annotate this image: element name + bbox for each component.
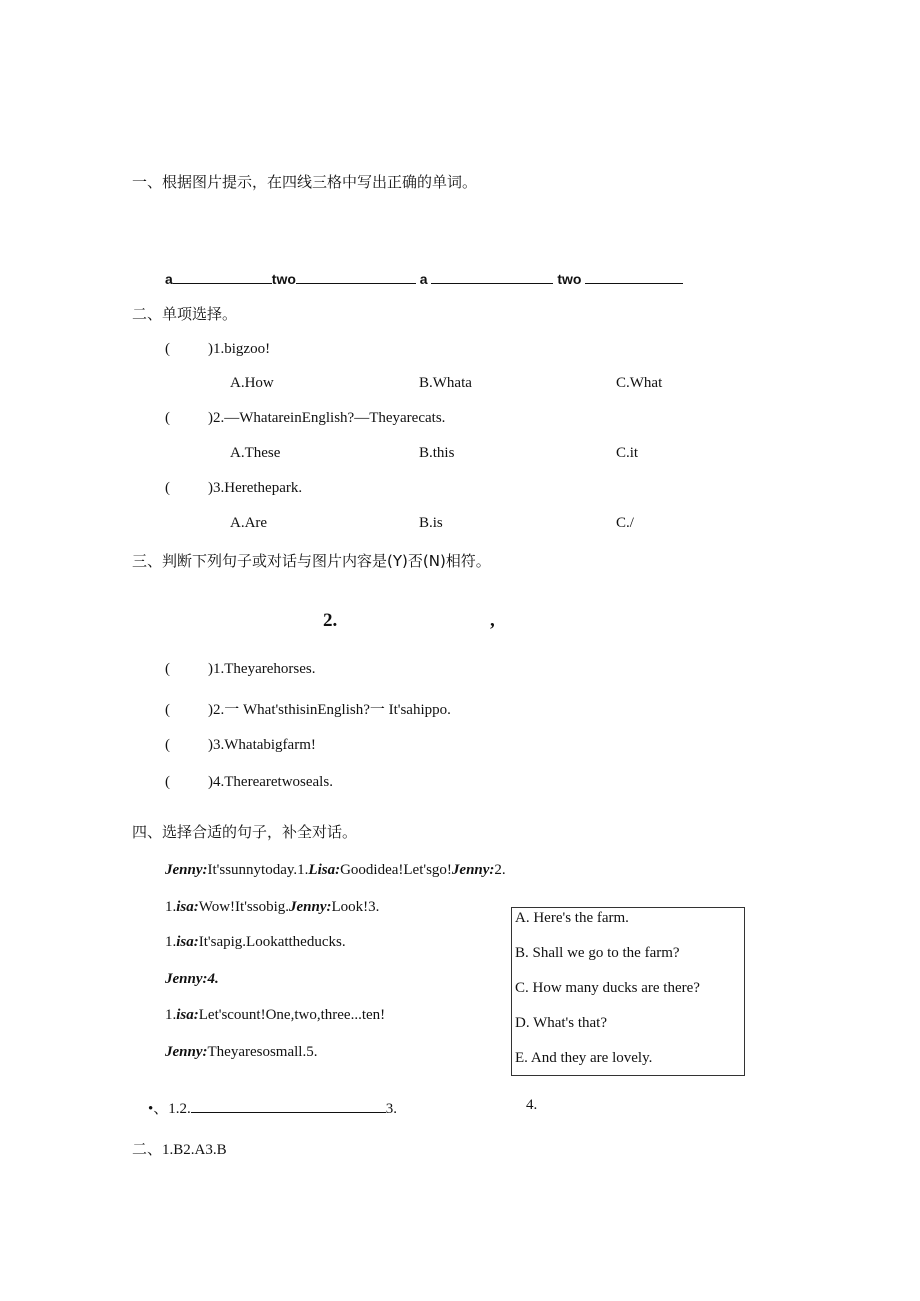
speaker-jenny: Jenny: — [165, 862, 208, 878]
section-1-heading: 一、根据图片提示，在四线三格中写出正确的单词。 — [132, 173, 478, 191]
question-text: 3.Herethepark. — [213, 480, 303, 496]
speaker-jenny: Jenny:4. — [165, 971, 219, 987]
mc-question-2 — [165, 410, 445, 427]
option-letter: D. — [515, 1015, 530, 1031]
section-2-heading: 二、单项选择。 — [132, 305, 238, 323]
judge-text: 4.Therearetwoseals. — [213, 774, 333, 790]
dialogue-line-1 — [165, 862, 506, 879]
answer-paren-close: ) — [208, 702, 213, 718]
line-prefix: 1. — [165, 934, 177, 950]
word-a-2: a — [419, 271, 428, 287]
mc-question-3 — [165, 480, 302, 497]
dialogue-text: Let'scount!One,two,three...ten! — [198, 1007, 386, 1023]
option-text: Shall we go to the farm? — [532, 945, 680, 961]
q2-option-b[interactable]: B.this — [419, 445, 455, 461]
answer-blank[interactable] — [191, 1100, 386, 1113]
word-blank-2[interactable] — [296, 269, 416, 284]
q1-option-b[interactable]: B.Whata — [419, 375, 472, 391]
word-two-2: two — [557, 271, 582, 287]
answer-paren-open[interactable]: ( — [165, 737, 170, 753]
answer-prefix: •、1.2. — [148, 1101, 191, 1117]
option-b[interactable] — [515, 945, 680, 962]
question-text: 2.—WhatareinEnglish?—Theyarecats. — [213, 410, 446, 426]
answer-paren-close: ) — [208, 774, 213, 790]
speaker-jenny: Jenny: — [451, 862, 495, 878]
answer-paren-open[interactable]: ( — [165, 480, 170, 496]
answer-paren-close: ) — [208, 480, 213, 496]
speaker-lisa: isa: — [176, 899, 199, 915]
q1-option-a[interactable]: A.How — [230, 375, 274, 391]
word-blank-1[interactable] — [173, 269, 272, 284]
option-letter: C. — [515, 980, 529, 996]
word-a-1: a — [165, 271, 173, 287]
answer-item-4: 4. — [526, 1097, 538, 1113]
answer-paren-open[interactable]: ( — [165, 774, 170, 790]
word-blank-4[interactable] — [585, 269, 683, 284]
option-text: What's that? — [533, 1015, 608, 1031]
judge-text: 1.Theyarehorses. — [213, 661, 316, 677]
dialogue-line-4 — [165, 971, 219, 988]
answer-paren-open[interactable]: ( — [165, 661, 170, 677]
option-text: Here's the farm. — [533, 910, 629, 926]
answer-paren-close: ) — [208, 737, 213, 753]
option-c[interactable] — [515, 980, 700, 997]
judge-item-1 — [165, 661, 315, 678]
answer-paren-close: ) — [208, 410, 213, 426]
option-letter: B. — [515, 945, 529, 961]
judge-item-3 — [165, 737, 316, 754]
picture-label: 2. — [323, 610, 338, 631]
answer-mid: 3. — [385, 1101, 398, 1117]
line-prefix: 1. — [165, 899, 177, 915]
option-text: And they are lovely. — [530, 1050, 653, 1066]
speaker-jenny: Jenny: — [165, 1044, 208, 1060]
dialogue-line-6 — [165, 1044, 317, 1061]
option-text: How many ducks are there? — [532, 980, 700, 996]
answer-paren-open[interactable]: ( — [165, 410, 170, 426]
word-blank-3[interactable] — [431, 269, 553, 284]
dialogue-text: Goodidea!Let'sgo! — [340, 862, 452, 878]
dialogue-text: It'sapig.Lookattheducks. — [198, 934, 346, 950]
word-two-1: two — [271, 271, 296, 287]
q2-option-c[interactable]: C.it — [616, 445, 639, 461]
section-4-heading: 四、选择合适的句子，补全对话。 — [132, 823, 358, 841]
q2-option-a[interactable]: A.These — [230, 445, 281, 461]
q1-option-c[interactable]: C.What — [616, 375, 663, 391]
option-d[interactable] — [515, 1015, 607, 1032]
answer-line-1 — [148, 1097, 397, 1118]
answer-paren-open[interactable]: ( — [165, 702, 170, 718]
option-e[interactable] — [515, 1050, 652, 1067]
judge-text: 2.一 What'sthisinEnglish?一 It'sahippo. — [213, 702, 451, 718]
section-3-heading: 三、判断下列句子或对话与图片内容是(Y)否(N)相符。 — [132, 552, 491, 570]
option-a[interactable] — [515, 910, 629, 927]
dialogue-text: Look!3. — [331, 899, 380, 915]
dialogue-text: 2. — [494, 862, 506, 878]
option-letter: E. — [515, 1050, 528, 1066]
judge-item-4 — [165, 774, 333, 791]
answer-paren-open[interactable]: ( — [165, 341, 170, 357]
mc-question-1 — [165, 341, 270, 358]
question-text: 1.bigzoo! — [213, 341, 271, 357]
speaker-lisa: isa: — [176, 1007, 199, 1023]
dialogue-line-5 — [165, 1007, 385, 1024]
options-box — [511, 907, 745, 1076]
q3-option-a[interactable]: A.Are — [230, 515, 268, 531]
speaker-lisa: isa: — [176, 934, 199, 950]
judge-item-2 — [165, 698, 451, 719]
dialogue-text: It'ssunnytoday.1. — [207, 862, 309, 878]
judge-text: 3.Whatabigfarm! — [213, 737, 316, 753]
speaker-jenny: Jenny: — [289, 899, 332, 915]
q3-option-b[interactable]: B.is — [419, 515, 443, 531]
answer-line-2: 二、1.B2.A3.B — [132, 1142, 227, 1158]
picture-comma: , — [490, 610, 495, 631]
dialogue-line-3 — [165, 934, 346, 951]
speaker-lisa: Lisa: — [308, 862, 341, 878]
dialogue-line-2 — [165, 899, 379, 916]
q3-option-c[interactable]: C./ — [616, 515, 634, 531]
dialogue-text: Theyaresosmall.5. — [207, 1044, 318, 1060]
answer-paren-close: ) — [208, 341, 213, 357]
line-prefix: 1. — [165, 1007, 177, 1023]
answer-paren-close: ) — [208, 661, 213, 677]
word-writing-row — [165, 269, 683, 287]
dialogue-text: Wow!It'ssobig. — [198, 899, 289, 915]
option-letter: A. — [515, 910, 530, 926]
